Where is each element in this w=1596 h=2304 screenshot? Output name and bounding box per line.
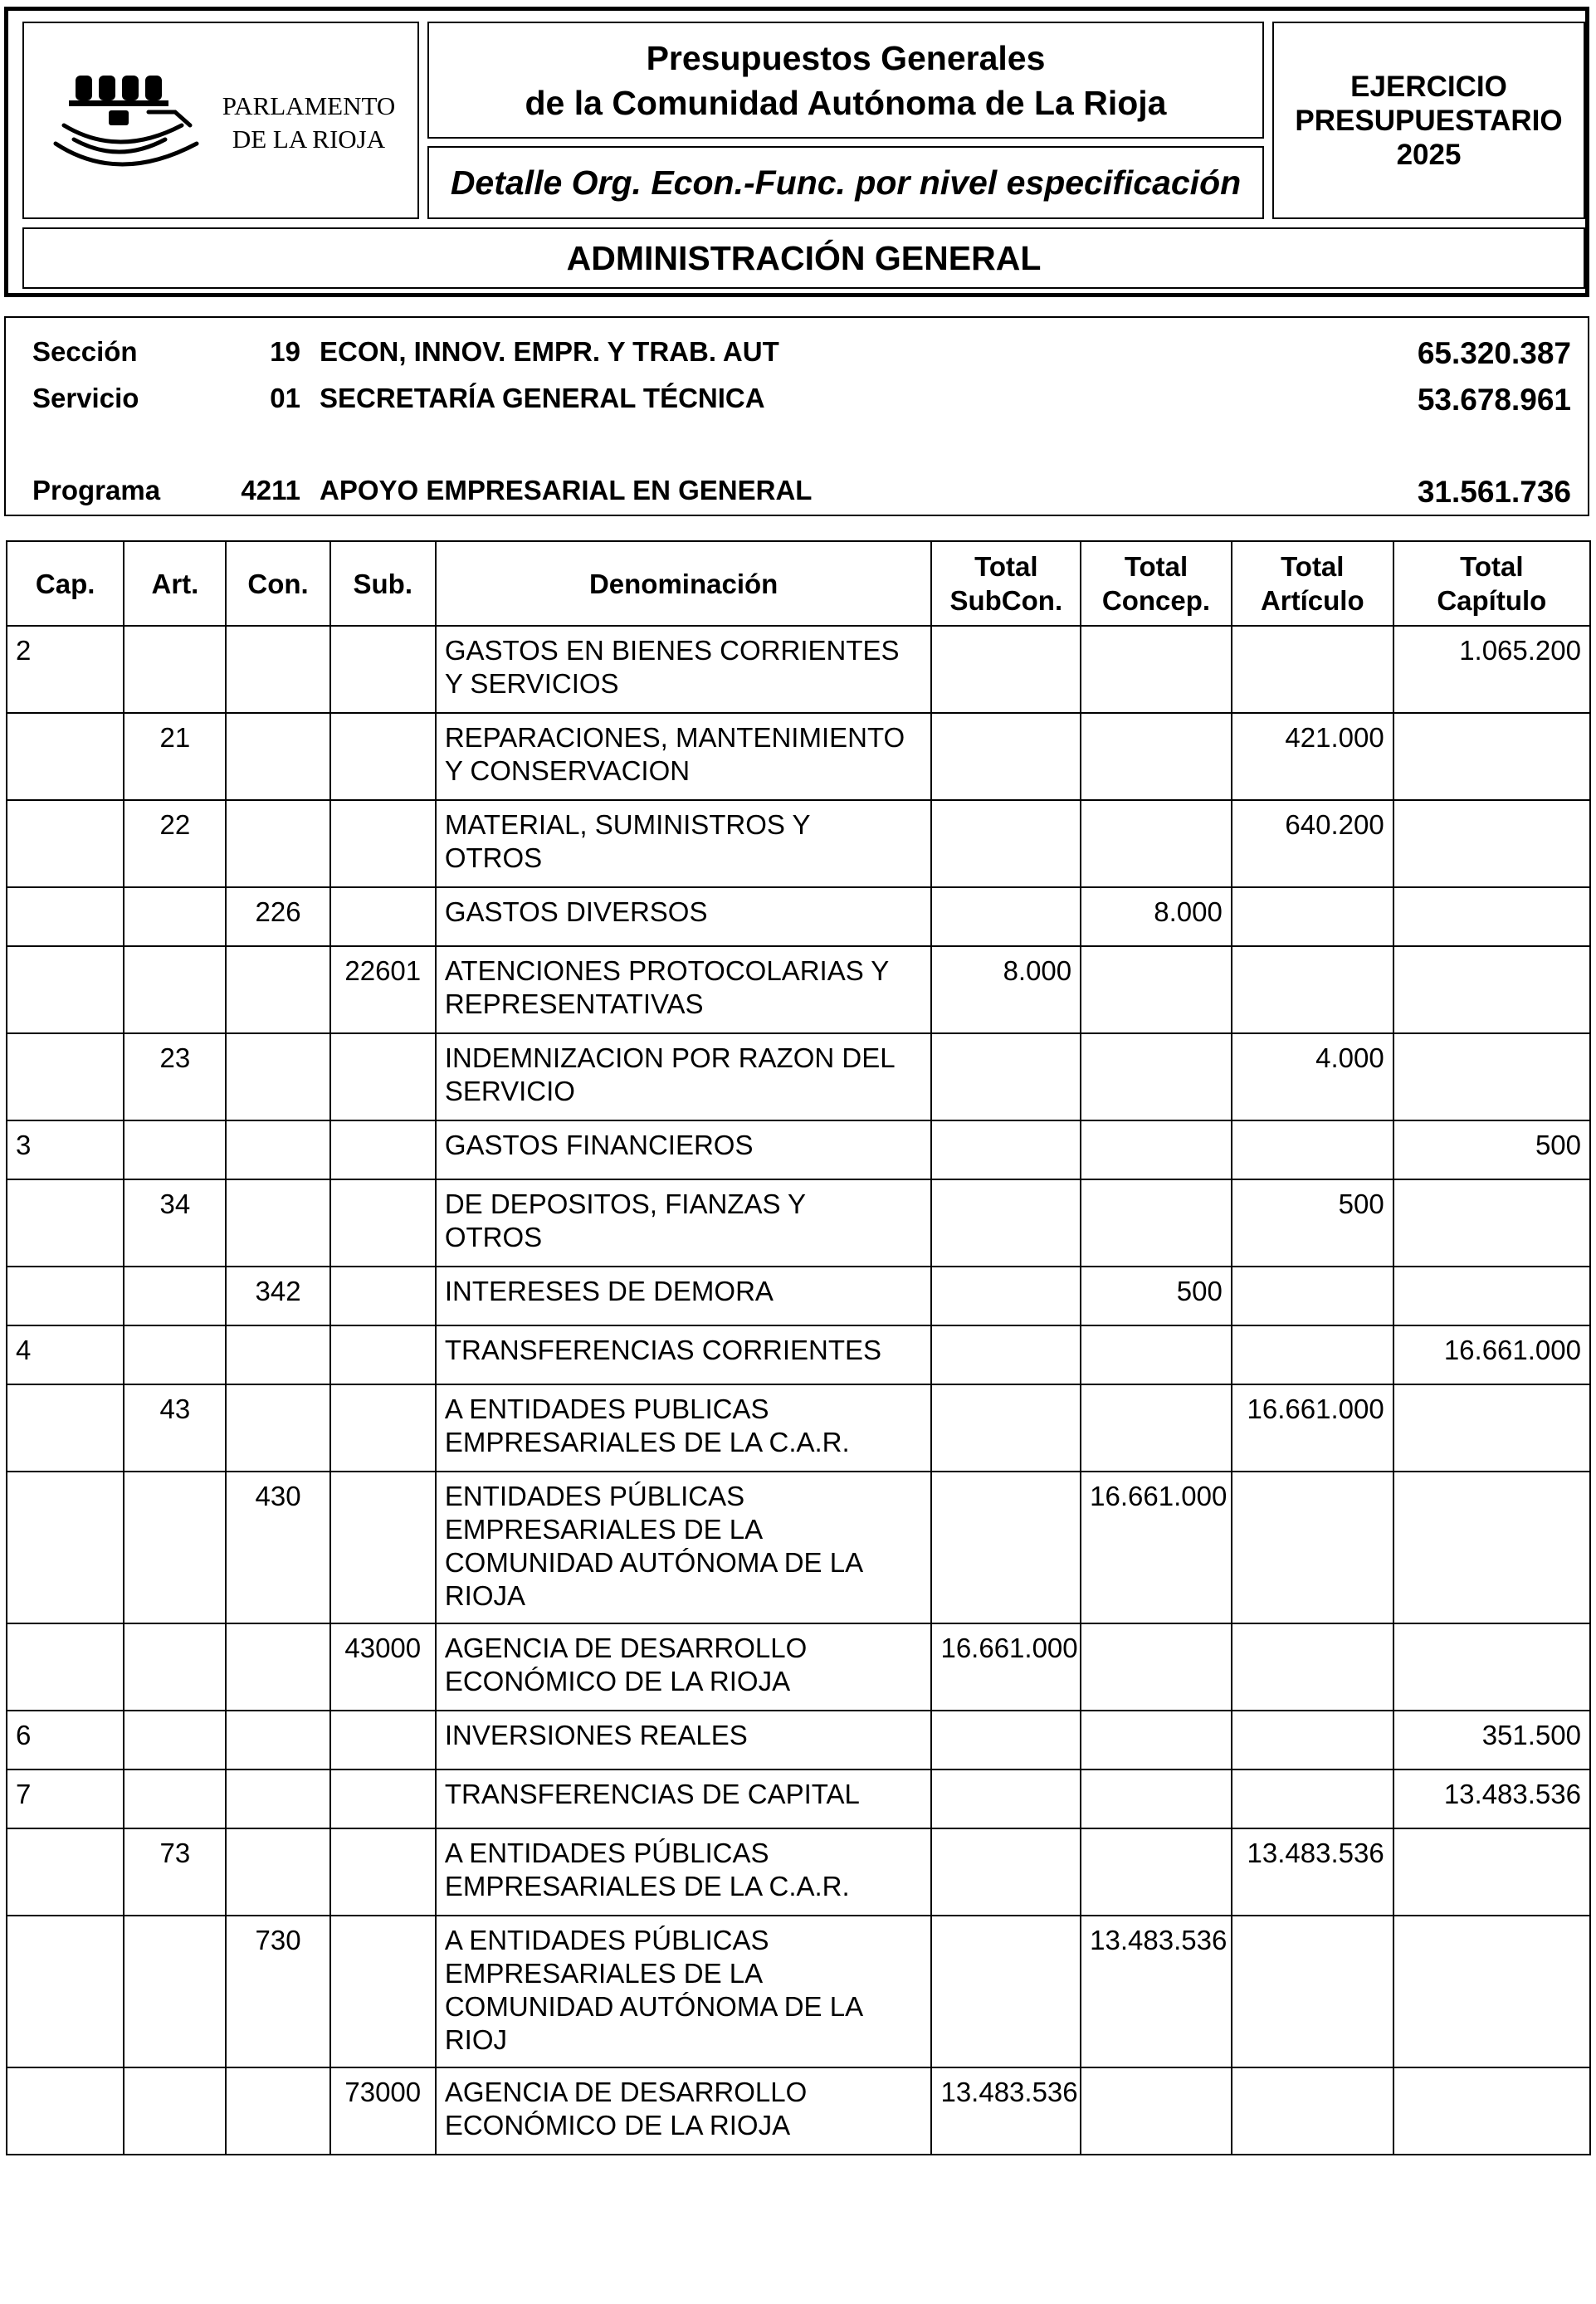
col-total-capitulo-line2: Capítulo <box>1437 585 1547 616</box>
cell-total-capitulo <box>1393 1267 1590 1325</box>
col-total-concep-line1: Total <box>1124 551 1188 582</box>
cell-total-capitulo <box>1393 1828 1590 1916</box>
col-total-articulo-line1: Total <box>1281 551 1345 582</box>
cell-total-subcon <box>931 1325 1081 1384</box>
cell-con <box>226 1325 329 1384</box>
cell-sub <box>330 1769 436 1828</box>
table-row <box>7 2067 1590 2155</box>
cell-sub <box>330 887 436 946</box>
cell-sub <box>330 1828 436 1916</box>
cell-denominacion <box>436 1033 932 1120</box>
cell-total-capitulo: 16.661.000 <box>1393 1325 1590 1384</box>
cell-sub <box>330 1179 436 1267</box>
cell-cap <box>7 1267 124 1325</box>
cell-sub <box>330 1711 436 1769</box>
denominacion-line: EMPRESARIALES DE LA C.A.R. <box>444 1871 850 1901</box>
denominacion-line: COMUNIDAD AUTÓNOMA DE LA <box>444 1547 864 1578</box>
col-total-articulo-line2: Artículo <box>1260 585 1364 616</box>
denominacion-line: A ENTIDADES PÚBLICAS <box>444 1838 769 1868</box>
denominacion-line: REPRESENTATIVAS <box>444 988 704 1019</box>
denominacion-line: INVERSIONES REALES <box>444 1720 748 1750</box>
denominacion-line: OTROS <box>444 842 543 873</box>
cell-con <box>226 1120 329 1179</box>
table-body <box>7 626 1590 2155</box>
ejercicio-box <box>1272 22 1585 219</box>
denominacion-line: A ENTIDADES PÚBLICAS <box>444 1925 769 1955</box>
denominacion-line: AGENCIA DE DESARROLLO <box>444 2077 808 2107</box>
servicio-name: SECRETARÍA GENERAL TÉCNICA <box>320 383 765 413</box>
cell-art <box>124 1623 226 1711</box>
servicio-code: 01 <box>270 383 300 413</box>
cell-con <box>226 1828 329 1916</box>
programa-row <box>6 475 1588 508</box>
cell-total-capitulo <box>1393 2067 1590 2155</box>
cell-total-subcon <box>931 713 1081 800</box>
denominacion-line: GASTOS EN BIENES CORRIENTES <box>444 635 900 666</box>
col-con: Con. <box>226 541 329 626</box>
cell-cap: 2 <box>7 626 124 713</box>
cell-cap <box>7 1384 124 1472</box>
table-row <box>7 1623 1590 1711</box>
budget-table <box>6 540 1591 2155</box>
cell-total-subcon <box>931 1384 1081 1472</box>
cell-total-subcon <box>931 1711 1081 1769</box>
cell-total-articulo <box>1232 1120 1393 1179</box>
cell-total-capitulo <box>1393 1384 1590 1472</box>
cell-sub <box>330 626 436 713</box>
servicio-label: Servicio <box>32 383 139 413</box>
cell-sub <box>330 1267 436 1325</box>
cell-cap <box>7 800 124 887</box>
cell-total-articulo <box>1232 1711 1393 1769</box>
cell-total-subcon <box>931 1769 1081 1828</box>
cell-total-subcon: 8.000 <box>931 946 1081 1033</box>
cell-total-subcon <box>931 1916 1081 2067</box>
seccion-row <box>6 336 1588 369</box>
cell-total-concep: 16.661.000 <box>1081 1472 1232 1623</box>
cell-con <box>226 946 329 1033</box>
cell-total-subcon <box>931 1120 1081 1179</box>
col-total-capitulo <box>1393 541 1590 626</box>
cell-total-capitulo <box>1393 887 1590 946</box>
denominacion-line: EMPRESARIALES DE LA <box>444 1958 764 1989</box>
cell-cap <box>7 1179 124 1267</box>
cell-con <box>226 800 329 887</box>
cell-total-capitulo <box>1393 800 1590 887</box>
parliament-name-line1: PARLAMENTO <box>222 91 396 120</box>
cell-total-articulo <box>1232 946 1393 1033</box>
cell-denominacion <box>436 1916 932 2067</box>
cell-total-articulo <box>1232 887 1393 946</box>
cell-total-concep <box>1081 626 1232 713</box>
cell-art <box>124 887 226 946</box>
cell-total-concep <box>1081 1711 1232 1769</box>
cell-art: 21 <box>124 713 226 800</box>
cell-denominacion <box>436 1828 932 1916</box>
cell-con: 430 <box>226 1472 329 1623</box>
denominacion-line: ENTIDADES PÚBLICAS <box>444 1481 745 1511</box>
cell-total-concep <box>1081 2067 1232 2155</box>
cell-total-concep <box>1081 800 1232 887</box>
cell-denominacion <box>436 1179 932 1267</box>
denominacion-line: INTERESES DE DEMORA <box>444 1276 774 1306</box>
cell-cap <box>7 1033 124 1120</box>
cell-cap <box>7 946 124 1033</box>
cell-con <box>226 1384 329 1472</box>
cell-total-capitulo <box>1393 1179 1590 1267</box>
cell-con: 342 <box>226 1267 329 1325</box>
cell-total-subcon <box>931 1267 1081 1325</box>
cell-con <box>226 1769 329 1828</box>
cell-cap <box>7 1828 124 1916</box>
table-row <box>7 1769 1590 1828</box>
denominacion-line: GASTOS DIVERSOS <box>444 896 708 927</box>
table-row <box>7 626 1590 713</box>
cell-sub <box>330 1916 436 2067</box>
cell-total-articulo: 13.483.536 <box>1232 1828 1393 1916</box>
cell-sub <box>330 1033 436 1120</box>
denominacion-line: REPARACIONES, MANTENIMIENTO <box>444 722 905 753</box>
col-total-concep-line2: Concep. <box>1101 585 1211 616</box>
parliament-name-line2: DE LA RIOJA <box>232 124 386 154</box>
cell-total-capitulo <box>1393 713 1590 800</box>
table-row <box>7 1828 1590 1916</box>
cell-total-subcon <box>931 887 1081 946</box>
cell-total-subcon <box>931 1033 1081 1120</box>
col-art: Art. <box>124 541 226 626</box>
seccion-code: 19 <box>270 336 300 367</box>
denominacion-line: Y CONSERVACION <box>444 755 691 786</box>
col-total-capitulo-line1: Total <box>1460 551 1524 582</box>
cell-total-capitulo <box>1393 946 1590 1033</box>
col-cap: Cap. <box>7 541 124 626</box>
presupuestario-label: PRESUPUESTARIO <box>1295 104 1563 137</box>
cell-denominacion <box>436 1472 932 1623</box>
logo-box <box>22 22 419 219</box>
cell-art <box>124 1120 226 1179</box>
cell-denominacion <box>436 2067 932 2155</box>
denominacion-line: RIOJ <box>444 2024 508 2055</box>
cell-denominacion <box>436 713 932 800</box>
cell-art <box>124 1916 226 2067</box>
denominacion-line: GASTOS FINANCIEROS <box>444 1130 754 1160</box>
denominacion-line: TRANSFERENCIAS CORRIENTES <box>444 1335 882 1365</box>
cell-denominacion <box>436 1325 932 1384</box>
servicio-row <box>6 383 1588 416</box>
cell-total-subcon: 16.661.000 <box>931 1623 1081 1711</box>
cell-art <box>124 2067 226 2155</box>
cell-total-concep <box>1081 1179 1232 1267</box>
document-subtitle: Detalle Org. Econ.-Func. por nivel especificación <box>427 146 1264 219</box>
cell-total-concep: 500 <box>1081 1267 1232 1325</box>
cell-total-concep: 8.000 <box>1081 887 1232 946</box>
cell-denominacion <box>436 800 932 887</box>
denominacion-line: Y SERVICIOS <box>444 668 619 699</box>
cell-total-articulo <box>1232 2067 1393 2155</box>
cell-denominacion <box>436 887 932 946</box>
cell-total-capitulo <box>1393 1623 1590 1711</box>
cell-total-concep: 13.483.536 <box>1081 1916 1232 2067</box>
cell-sub <box>330 1384 436 1472</box>
cell-sub <box>330 1472 436 1623</box>
cell-art <box>124 1472 226 1623</box>
cell-total-articulo: 500 <box>1232 1179 1393 1267</box>
denominacion-line: OTROS <box>444 1222 543 1252</box>
cell-total-capitulo: 351.500 <box>1393 1711 1590 1769</box>
denominacion-line: RIOJA <box>444 1580 526 1611</box>
cell-total-subcon <box>931 800 1081 887</box>
cell-total-capitulo: 1.065.200 <box>1393 626 1590 713</box>
cell-total-subcon <box>931 626 1081 713</box>
denominacion-line: DE DEPOSITOS, FIANZAS Y <box>444 1189 807 1219</box>
programa-name: APOYO EMPRESARIAL EN GENERAL <box>320 475 813 505</box>
title-line-1: Presupuestos Generales <box>646 38 1046 77</box>
cell-sub <box>330 1325 436 1384</box>
cell-art <box>124 626 226 713</box>
cell-cap <box>7 1623 124 1711</box>
col-total-articulo <box>1232 541 1393 626</box>
cell-total-concep <box>1081 946 1232 1033</box>
denominacion-line: ECONÓMICO DE LA RIOJA <box>444 1666 791 1696</box>
cell-sub <box>330 800 436 887</box>
cell-sub <box>330 713 436 800</box>
servicio-amount: 53.678.961 <box>1417 383 1571 417</box>
denominacion-line: INDEMNIZACION POR RAZON DEL <box>444 1042 896 1073</box>
document-title <box>427 22 1264 139</box>
cell-art: 73 <box>124 1828 226 1916</box>
cell-total-concep <box>1081 1623 1232 1711</box>
table-row <box>7 1120 1590 1179</box>
cell-total-articulo <box>1232 1325 1393 1384</box>
cell-total-concep <box>1081 1325 1232 1384</box>
cell-art: 23 <box>124 1033 226 1120</box>
denominacion-line: MATERIAL, SUMINISTROS Y <box>444 809 811 840</box>
denominacion-line: TRANSFERENCIAS DE CAPITAL <box>444 1779 860 1809</box>
cell-total-articulo <box>1232 1769 1393 1828</box>
cell-sub <box>330 1120 436 1179</box>
cell-art <box>124 946 226 1033</box>
table-header-row <box>7 541 1590 626</box>
seccion-amount: 65.320.387 <box>1417 336 1571 370</box>
ejercicio-label: EJERCICIO <box>1350 70 1507 103</box>
col-total-subcon-line1: Total <box>974 551 1038 582</box>
cell-total-capitulo <box>1393 1916 1590 2067</box>
table-row <box>7 946 1590 1033</box>
cell-cap <box>7 1916 124 2067</box>
cell-denominacion <box>436 1711 932 1769</box>
organic-info <box>4 316 1589 516</box>
cell-denominacion <box>436 1769 932 1828</box>
denominacion-line: A ENTIDADES PUBLICAS <box>444 1394 769 1424</box>
table-row <box>7 887 1590 946</box>
cell-cap: 3 <box>7 1120 124 1179</box>
cell-total-concep <box>1081 713 1232 800</box>
cell-cap <box>7 2067 124 2155</box>
cell-con <box>226 2067 329 2155</box>
cell-total-articulo: 4.000 <box>1232 1033 1393 1120</box>
table-row <box>7 713 1590 800</box>
table-row <box>7 1384 1590 1472</box>
cell-denominacion <box>436 1120 932 1179</box>
cell-con: 226 <box>226 887 329 946</box>
cell-art <box>124 1325 226 1384</box>
col-total-subcon-line2: SubCon. <box>949 585 1063 616</box>
table-row <box>7 1267 1590 1325</box>
cell-cap: 6 <box>7 1711 124 1769</box>
programa-label: Programa <box>32 475 161 505</box>
cell-cap: 4 <box>7 1325 124 1384</box>
table-row <box>7 1325 1590 1384</box>
cell-denominacion <box>436 626 932 713</box>
admin-title: ADMINISTRACIÓN GENERAL <box>22 227 1585 289</box>
cell-total-articulo: 421.000 <box>1232 713 1393 800</box>
table-row <box>7 1033 1590 1120</box>
col-total-subcon <box>931 541 1081 626</box>
cell-total-capitulo <box>1393 1033 1590 1120</box>
table-row <box>7 1711 1590 1769</box>
title-line-2: de la Comunidad Autónoma de La Rioja <box>525 83 1167 122</box>
denominacion-line: AGENCIA DE DESARROLLO <box>444 1633 808 1663</box>
table-row <box>7 800 1590 887</box>
cell-denominacion <box>436 1384 932 1472</box>
programa-code: 4211 <box>241 475 300 505</box>
seccion-name: ECON, INNOV. EMPR. Y TRAB. AUT <box>320 336 779 367</box>
col-total-concep <box>1081 541 1232 626</box>
cell-total-articulo: 640.200 <box>1232 800 1393 887</box>
cell-total-concep <box>1081 1384 1232 1472</box>
cell-con <box>226 1033 329 1120</box>
cell-total-articulo: 16.661.000 <box>1232 1384 1393 1472</box>
cell-total-capitulo: 500 <box>1393 1120 1590 1179</box>
parliament-name <box>205 90 412 156</box>
cell-total-concep <box>1081 1033 1232 1120</box>
cell-art <box>124 1711 226 1769</box>
cell-con <box>226 626 329 713</box>
cell-denominacion <box>436 1267 932 1325</box>
denominacion-line: ATENCIONES PROTOCOLARIAS Y <box>444 955 890 986</box>
cell-cap: 7 <box>7 1769 124 1828</box>
cell-con <box>226 1711 329 1769</box>
cell-total-articulo <box>1232 1916 1393 2067</box>
cell-con <box>226 713 329 800</box>
table-row <box>7 1916 1590 2067</box>
cell-total-subcon <box>931 1472 1081 1623</box>
cell-total-articulo <box>1232 626 1393 713</box>
cell-total-articulo <box>1232 1472 1393 1623</box>
cell-con: 730 <box>226 1916 329 2067</box>
col-sub: Sub. <box>330 541 436 626</box>
cell-total-subcon <box>931 1179 1081 1267</box>
denominacion-line: SERVICIO <box>444 1076 575 1106</box>
cell-total-articulo <box>1232 1267 1393 1325</box>
denominacion-line: COMUNIDAD AUTÓNOMA DE LA <box>444 1991 864 2022</box>
cell-total-concep <box>1081 1120 1232 1179</box>
cell-cap <box>7 887 124 946</box>
cell-total-concep <box>1081 1828 1232 1916</box>
parliament-logo-icon <box>49 61 203 189</box>
denominacion-line: EMPRESARIALES DE LA C.A.R. <box>444 1427 850 1457</box>
cell-art <box>124 1267 226 1325</box>
cell-total-capitulo <box>1393 1472 1590 1623</box>
cell-art: 43 <box>124 1384 226 1472</box>
cell-total-capitulo: 13.483.536 <box>1393 1769 1590 1828</box>
programa-amount: 31.561.736 <box>1417 475 1571 509</box>
cell-sub: 43000 <box>330 1623 436 1711</box>
cell-con <box>226 1623 329 1711</box>
cell-total-subcon: 13.483.536 <box>931 2067 1081 2155</box>
table-row <box>7 1179 1590 1267</box>
cell-con <box>226 1179 329 1267</box>
table-row <box>7 1472 1590 1623</box>
cell-cap <box>7 1472 124 1623</box>
cell-denominacion <box>436 1623 932 1711</box>
cell-total-concep <box>1081 1769 1232 1828</box>
seccion-label: Sección <box>32 336 138 367</box>
cell-total-subcon <box>931 1828 1081 1916</box>
col-denominacion: Denominación <box>436 541 932 626</box>
denominacion-line: EMPRESARIALES DE LA <box>444 1514 764 1545</box>
denominacion-line: ECONÓMICO DE LA RIOJA <box>444 2110 791 2140</box>
document-header <box>4 7 1589 297</box>
cell-sub: 73000 <box>330 2067 436 2155</box>
cell-cap <box>7 713 124 800</box>
cell-art: 34 <box>124 1179 226 1267</box>
cell-art <box>124 1769 226 1828</box>
cell-sub: 22601 <box>330 946 436 1033</box>
cell-denominacion <box>436 946 932 1033</box>
cell-total-articulo <box>1232 1623 1393 1711</box>
ejercicio-year: 2025 <box>1396 138 1462 171</box>
cell-art: 22 <box>124 800 226 887</box>
